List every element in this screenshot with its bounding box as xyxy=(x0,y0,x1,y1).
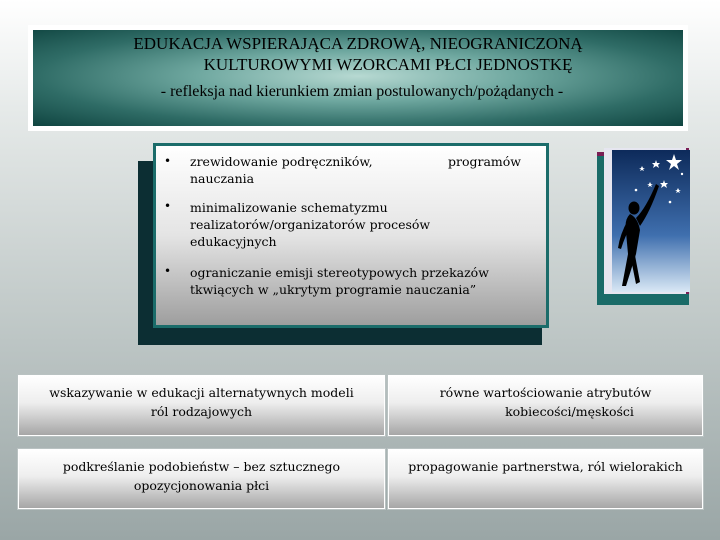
grid-cell-text: opozycjonowania płci xyxy=(133,478,270,493)
grid-cell-equal-valuation xyxy=(388,375,703,436)
grid-cell-text: kobiecości/męskości xyxy=(505,404,634,419)
title-line-2: KULTUROWYMI WZORCAMI PŁCI JEDNOSTKĘ xyxy=(203,55,573,74)
grid-cell-alternative-models xyxy=(18,375,385,436)
postulates-list-box xyxy=(153,143,549,328)
list-item-text: edukacyjnych xyxy=(190,234,277,249)
list-item-text: ograniczanie emisji stereotypowych przekazów xyxy=(190,265,489,280)
grid-cell-text: propagowanie partnerstwa, ról wielorakich xyxy=(408,459,683,474)
title-banner-inner xyxy=(33,30,683,126)
bullet: • xyxy=(164,154,172,168)
list-item-text: programów xyxy=(448,154,522,169)
grid-cell-text: równe wartościowanie atrybutów xyxy=(439,385,652,400)
title-banner xyxy=(28,25,688,131)
list-item-text: zrewidowanie podręczników, xyxy=(190,154,373,169)
figure-reaching-stars-icon xyxy=(612,150,690,292)
title-line-1: EDUKACJA WSPIERAJĄCA ZDROWĄ, NIEOGRANICZONĄ xyxy=(133,34,583,53)
list-item-text: tkwiących w „ukrytym programie nauczania” xyxy=(190,282,477,297)
subtitle: - refleksja nad kierunkiem zmian postulowanych/pożądanych - xyxy=(160,83,564,100)
list-item-text: realizatorów/organizatorów procesów xyxy=(190,217,431,232)
grid-cell-partnership xyxy=(388,449,703,509)
grid-cell-similarities xyxy=(18,449,385,509)
list-item-text: nauczania xyxy=(190,171,255,186)
list-item-text: minimalizowanie schematyzmu xyxy=(190,200,388,215)
grid-cell-text: wskazywanie w edukacji alternatywnych modeli xyxy=(49,385,354,400)
bullet: • xyxy=(164,199,172,213)
grid-cell-text: ról rodzajowych xyxy=(150,404,253,419)
bullet: • xyxy=(164,264,172,278)
grid-cell-text: podkreślanie podobieństw – bez sztucznego xyxy=(62,459,341,474)
